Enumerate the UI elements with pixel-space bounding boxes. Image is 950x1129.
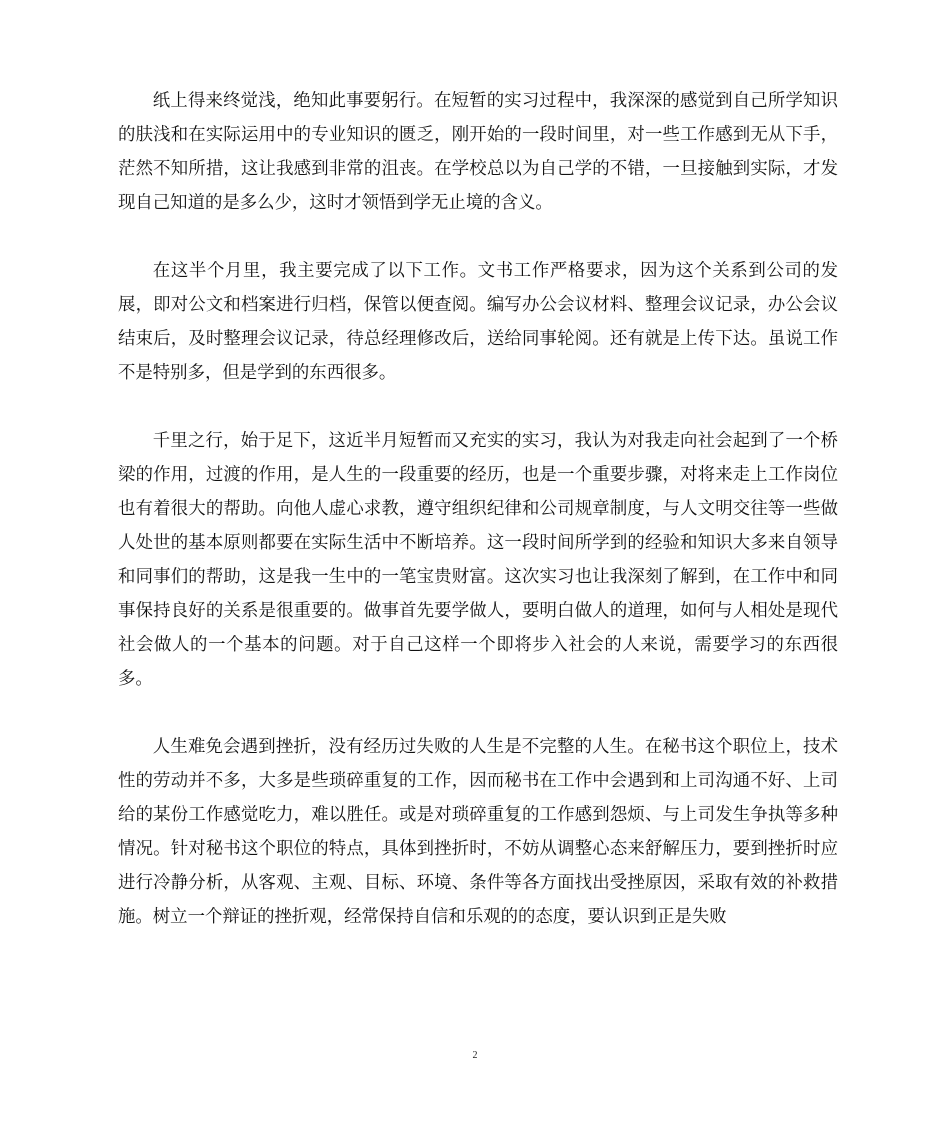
paragraph-3: 千里之行，始于足下，这近半月短暂而又充实的实习，我认为对我走向社会起到了一个桥梁的作用，过渡的作用，是人生的一段重要的经历，也是一个重要步骤，对将来走上工作岗位也有着很大的帮助。向他人虚心求教，遵守组织纪律和公司规章制度，与人文明交往等一些做人处世的基本原则都要在实际生活中不断培养。这一段时间所学到的经验和知识大多来自领导和同事们的帮助，这是我一生中的一笔宝贵财富。这次实习也让我深刻了解到，在工作中和同事保持良好的关系是很重要的。做事首先要学做人，要明白做人的道理，如何与人相处是现代社会做人的一个基本的问题。对于自己这样一个即将步入社会的人来说，需要学习的东西很多。 [118, 431, 838, 689]
paragraph-2: 在这半个月里，我主要完成了以下工作。文书工作严格要求，因为这个关系到公司的发展，即对公文和档案进行归档，保管以便查阅。编写办公会议材料、整理会议记录，办公会议结束后，及时整理会议记录，待总经理修改后，送给同事轮阅。还有就是上传下达。虽说工作不是特别多，但是学到的东西很多。 [118, 261, 838, 383]
page-number: 2 [472, 1050, 478, 1061]
paragraph-1: 纸上得来终觉浅，绝知此事要躬行。在短暂的实习过程中，我深深的感觉到自己所学知识的肤浅和在实际运用中的专业知识的匮乏，刚开始的一段时间里，对一些工作感到无从下手，茫然不知所措，这让我感到非常的沮丧。在学校总以为自己学的不错，一旦接触到实际，才发现自己知道的是多么少，这时才领悟到学无止境的含义。 [118, 91, 838, 213]
document-body [118, 84, 838, 968]
paragraph-4: 人生难免会遇到挫折，没有经历过失败的人生是不完整的人生。在秘书这个职位上，技术性的劳动并不多，大多是些琐碎重复的工作，因而秘书在工作中会遇到和上司沟通不好、上司给的某份工作感觉吃力，难以胜任。或是对琐碎重复的工作感到怨烦、与上司发生争执等多种情况。针对秘书这个职位的特点，具体到挫折时，不妨从调整心态来舒解压力，要到挫折时应进行冷静分析，从客观、主观、目标、环境、条件等各方面找出受挫原因，采取有效的补救措施。树立一个辩证的挫折观，经常保持自信和乐观的的态度，要认识到正是失败 [118, 737, 838, 927]
